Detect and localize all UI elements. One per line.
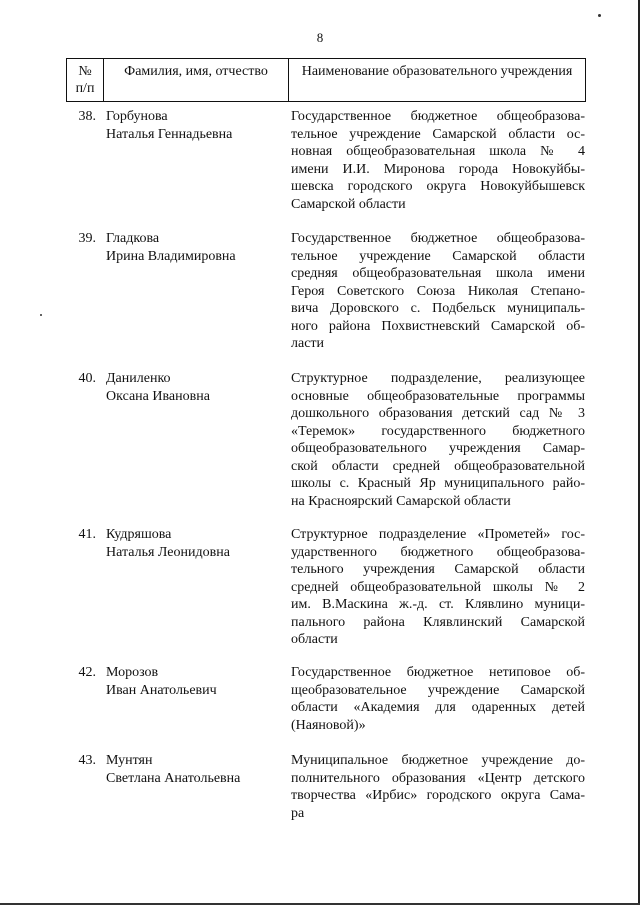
org-line: Героя Советского Союза Николая Степано-: [291, 283, 585, 299]
surname: Мунтян: [106, 753, 153, 768]
org-line: школы с. Красный Яр муниципального райо-: [291, 476, 585, 491]
row-number: 39.: [78, 231, 96, 246]
org-line: новная общеобразовательная школа № 4: [291, 144, 585, 159]
org-line: вича Доровского с. Подбельск муниципаль-: [291, 301, 585, 316]
org-line: тельное учреждение Самарской области ос-: [291, 126, 585, 142]
org-line: основные общеобразовательные программы: [291, 388, 585, 404]
header-number-abbrev: п/п: [75, 81, 95, 96]
given-name: Оксана Ивановна: [106, 388, 210, 404]
scan-speck: [598, 14, 601, 17]
org-line: ного района Похвистневский Самарской об-: [291, 318, 585, 334]
institution-name: [291, 230, 585, 353]
person-name: [106, 664, 281, 699]
org-line: Самарской области: [291, 196, 406, 212]
org-line: (Наяновой)»: [291, 717, 366, 733]
org-line: ласти: [291, 336, 325, 351]
surname: Морозов: [106, 665, 159, 680]
org-line: щеобразовательное учреждение Самарской: [291, 682, 585, 698]
institution-name: [291, 108, 585, 213]
surname: Горбунова: [106, 109, 168, 124]
header-number-cell: [67, 59, 104, 101]
header-org-cell: Наименование образовательного учреждения: [301, 64, 573, 79]
org-line: Структурное подразделение, реализующее: [291, 371, 585, 386]
given-name: Иван Анатольевич: [106, 682, 217, 698]
person-name: [106, 752, 281, 787]
institution-name: [291, 370, 585, 510]
given-name: Светлана Анатольевна: [106, 770, 241, 786]
org-line: области «Академия для одаренных детей: [291, 700, 585, 715]
org-line: дошкольного образования детский сад № 3: [291, 406, 585, 421]
person-name: [106, 370, 281, 405]
org-line: творчества «Ирбис» городского округа Сама-: [291, 788, 585, 803]
org-line: средней общеобразовательной школы № 2: [291, 579, 585, 595]
institution-name: [291, 752, 585, 822]
org-line: тельное учреждение Самарской области: [291, 248, 585, 264]
given-name: Ирина Владимировна: [106, 248, 236, 264]
row-number: 43.: [78, 753, 96, 768]
surname: Кудряшова: [106, 527, 172, 542]
org-line: Государственное бюджетное нетиповое об-: [291, 665, 585, 680]
given-name: Наталья Леонидовна: [106, 544, 230, 560]
org-line: общеобразовательного учреждения Самар-: [291, 441, 585, 456]
scan-speck: [40, 314, 42, 316]
org-line: Структурное подразделение «Прометей» гос-: [291, 527, 585, 542]
org-line: Муниципальное бюджетное учреждение до-: [291, 753, 585, 768]
institution-name: [291, 526, 585, 649]
org-line: ра: [291, 805, 305, 821]
org-line: Государственное бюджетное общеобразова-: [291, 231, 585, 246]
org-line: им. В.Маскина ж.-д. ст. Клявлино муници-: [291, 597, 585, 612]
institution-name: [291, 664, 585, 734]
org-line: «Теремок» государственного бюджетного: [291, 423, 585, 439]
org-line: тельного учреждения Самарской области: [291, 562, 585, 577]
row-number: 40.: [78, 371, 96, 386]
org-line: средняя общеобразовательная школа имени: [291, 266, 585, 281]
row-number: 41.: [78, 527, 96, 542]
table-header: [66, 58, 586, 102]
person-name: [106, 108, 281, 143]
org-line: Государственное бюджетное общеобразова-: [291, 109, 585, 124]
org-line: имени И.И. Миронова города Новокуйбы-: [291, 161, 585, 177]
page-number: 8: [316, 30, 324, 45]
given-name: Наталья Геннадьевна: [106, 126, 233, 142]
org-line: пального района Клявлинский Самарской: [291, 614, 585, 630]
org-line: на Красноярский Самарской области: [291, 493, 511, 509]
row-number: 42.: [78, 665, 96, 680]
org-line: ской области средней общеобразовательной: [291, 458, 585, 474]
header-name-cell: Фамилия, имя, отчество: [104, 59, 289, 101]
org-line: ударственного бюджетного общеобразова-: [291, 544, 585, 560]
org-line: области: [291, 632, 338, 647]
surname: Даниленко: [106, 371, 171, 386]
header-number-symbol: №: [78, 64, 92, 79]
org-line: шевска городского округа Новокуйбышевск: [291, 179, 585, 194]
org-line: полнительного образования «Центр детского: [291, 770, 585, 786]
row-number: 38.: [78, 109, 96, 124]
surname: Гладкова: [106, 231, 160, 246]
person-name: [106, 230, 281, 265]
person-name: [106, 526, 281, 561]
